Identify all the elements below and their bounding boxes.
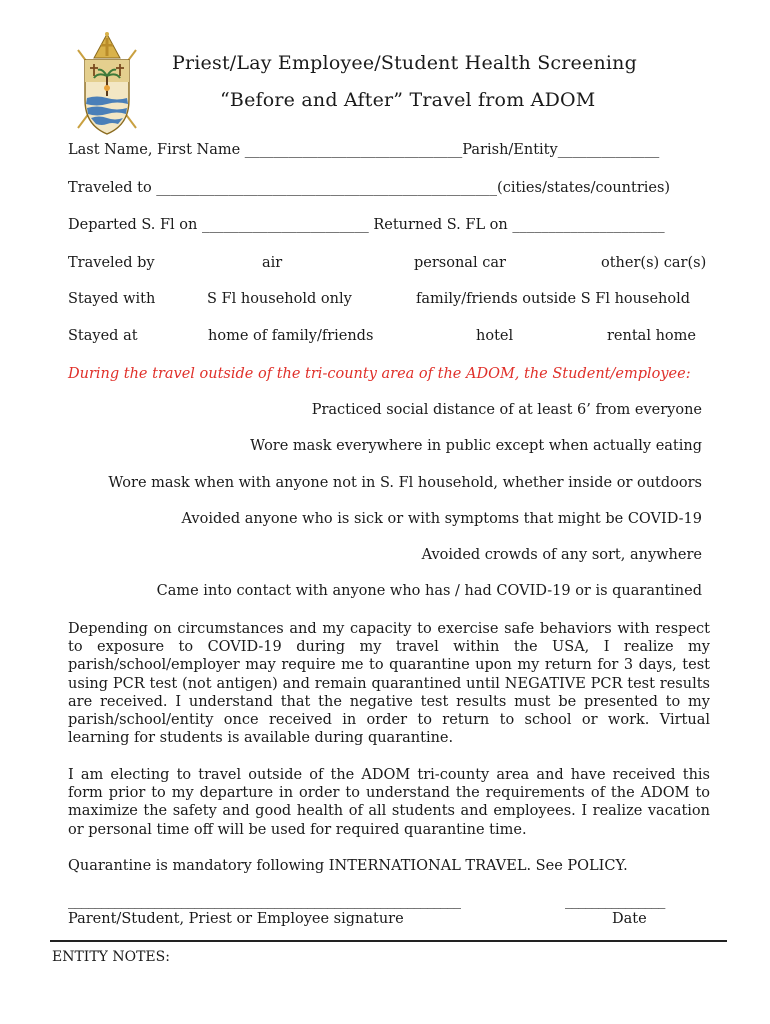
traveled-by-option-air[interactable]: air [262,255,283,271]
traveled-by-option-personal-car[interactable]: personal car [414,255,506,271]
section-divider [50,940,727,942]
departed-returned-field[interactable]: Departed S. Fl on _______________________ Returned S. FL on _____________________ [68,217,665,233]
international-travel-notice: Quarantine is mandatory following INTERNATIONAL TRAVEL. See POLICY. [68,858,628,874]
traveled-by-option-others-car[interactable]: other(s) car(s) [601,255,707,271]
behavior-item-avoided-sick[interactable]: Avoided anyone who is sick or with symptoms that might be COVID-19 [181,511,702,527]
behavior-item-contact-covid[interactable]: Came into contact with anyone who has / had COVID-19 or is quarantined [156,583,702,599]
stayed-at-option-rental[interactable]: rental home [607,328,696,344]
signature-label: Parent/Student, Priest or Employee signature [68,911,404,927]
stayed-with-label: Stayed with [68,291,156,307]
diocese-crest-logo [72,30,142,140]
behavior-item-mask-public[interactable]: Wore mask everywhere in public except when actually eating [250,438,702,454]
traveled-to-field[interactable]: Traveled to _______________________________________________(cities/states/countries) [68,180,671,196]
date-label: Date [612,911,647,927]
stayed-at-option-home[interactable]: home of family/friends [208,328,374,344]
stayed-with-option-household[interactable]: S Fl household only [207,291,352,307]
behavior-item-social-distance[interactable]: Practiced social distance of at least 6’ from everyone [311,402,702,418]
date-line[interactable]: _______________ [565,893,665,909]
quarantine-policy-paragraph: Depending on circumstances and my capacity to exercise safe behaviors with respect to exposure to COVID-19 during my travel within the USA, I realize my parish/school/employer may require me to quarantine upon my return for 3 days, test using PCR test (not antigen) and remain quarantined until NEGATIVE PCR test results are received. I understand that the negative test results must be presented to my parish/school/entity once received in order to return to school or work. Virtual learning for students is available during quarantine. [68,621,710,747]
name-parish-field[interactable]: Last Name, First Name ______________________________Parish/Entity______________ [68,142,660,158]
traveled-by-label: Traveled by [68,255,155,271]
page-title: Priest/Lay Employee/Student Health Screening [172,52,637,74]
behavior-item-avoided-crowds[interactable]: Avoided crowds of any sort, anywhere [421,547,702,563]
entity-notes-label: ENTITY NOTES: [52,949,170,965]
behavior-item-mask-household[interactable]: Wore mask when with anyone not in S. Fl household, whether inside or outdoors [108,475,702,491]
travel-election-paragraph: I am electing to travel outside of the ADOM tri-county area and have received this form prior to my departure in order to understand the requirements of the ADOM to maximize the safety and good health of all students and employees. I realize vacation or personal time off will be used for required quarantine time. [68,767,710,838]
page-subtitle: “Before and After” Travel from ADOM [220,89,596,111]
signature-line[interactable]: ___________________________________________________________ [68,893,461,909]
stayed-at-option-hotel[interactable]: hotel [476,328,514,344]
stayed-at-label: Stayed at [68,328,138,344]
during-travel-heading: During the travel outside of the tri-county area of the ADOM, the Student/employee: [68,366,691,382]
stayed-with-option-family-friends[interactable]: family/friends outside S Fl household [416,291,691,307]
